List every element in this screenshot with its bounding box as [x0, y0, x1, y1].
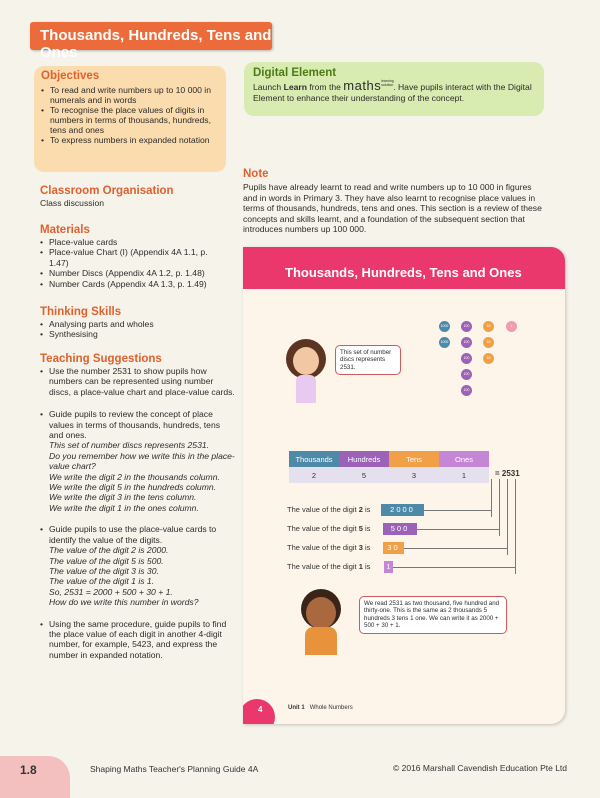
header-hundreds: Hundreds [339, 451, 389, 467]
teaching-dialogue: This set of number discs represents 2531. [49, 440, 210, 451]
value-row [287, 562, 370, 571]
value-digit: 5 [358, 524, 363, 533]
connector-line [404, 548, 507, 549]
ten-disc: 10 [483, 321, 494, 332]
note-text: Pupils have already learnt to read and write numbers up to 10 000 in figures and in words in Primary 3. They have also learnt to recognise place values in terms of thousands, hundreds, tens and ones. This section is a review of these concepts and skills learnt, and a foundation of the subsequent section that introduces numbers up 100 000. [243, 182, 542, 235]
value-text: is [362, 524, 371, 533]
digital-text [253, 79, 535, 103]
ten-disc: 10 [483, 337, 494, 348]
textbook-title: Thousands, Hundreds, Tens and Ones [285, 265, 522, 280]
teaching-dialogue: We write the digit 1 in the ones column. [49, 502, 199, 513]
materials-heading: Materials [40, 224, 90, 236]
materials-item: • Number Discs (Appendix 4A 1.2, p. 1.48) [40, 268, 210, 278]
unit-name: Whole Numbers [309, 705, 353, 711]
speech-bubble: We read 2531 as two thousand, five hundred and thirty-one. This is the same as 2 thousands 5 hundreds 3 tens 1 one. We can write it as 2000 + 500 + 30 + 1. [359, 596, 507, 634]
textbook-page-number: 4 [243, 699, 275, 724]
teaching-dialogue: We write the digit 3 in the tens column. [49, 492, 197, 503]
teaching-dialogue: The value of the digit 2 is 2000. [49, 545, 169, 556]
header-ones: Ones [439, 451, 489, 467]
learn-link[interactable]: Learn [283, 82, 307, 93]
maths-logo-sub: learning solution [381, 79, 394, 88]
teaching-dialogue: How do we write this number in words? [49, 597, 199, 608]
boy-avatar [306, 597, 336, 629]
place-value-card: 500 [383, 523, 417, 535]
teaching-step [40, 366, 236, 397]
value-digit: 2 [358, 505, 363, 514]
classroom-heading: Classroom Organisation [40, 185, 174, 197]
equals-number: = 2531 [495, 469, 520, 478]
teaching-step [40, 524, 236, 607]
hundred-disc: 100 [461, 369, 472, 380]
digit-ones: 1 [439, 467, 489, 483]
digital-text-pre: Launch [253, 82, 284, 93]
value-text: The value of the digit [287, 505, 359, 514]
materials-item: • Place-value Chart (I) (Appendix 4A 1.1, p. 1.47) [40, 247, 210, 268]
place-value-card: 1 [384, 561, 393, 573]
hundred-disc: 100 [461, 385, 472, 396]
teaching-step [40, 619, 236, 661]
connector-line [424, 510, 491, 511]
value-digit: 3 [358, 543, 363, 552]
hundred-disc: 100 [461, 353, 472, 364]
teaching-step-text: Using the same procedure, guide pupils to find the place value of each digit in another 4-digit number, for example, 5423, and express the number in expanded notation. [49, 618, 227, 660]
teaching-step-text: Use the number 2531 to show pupils how numbers can be represented using number discs, a place-value chart and place-value cards. [49, 366, 235, 397]
place-value-card: 2000 [381, 504, 424, 516]
digital-heading: Digital Element [253, 67, 337, 79]
value-text: The value of the digit [287, 562, 359, 571]
connector-line [499, 479, 500, 536]
note-heading: Note [243, 168, 269, 180]
teaching-dialogue: So, 2531 = 2000 + 500 + 30 + 1. [49, 586, 173, 597]
textbook-page [243, 247, 565, 724]
hundred-disc: 100 [461, 337, 472, 348]
materials-section [40, 224, 240, 289]
hundred-disc: 100 [461, 321, 472, 332]
objectives-box [34, 66, 226, 172]
digit-tens: 3 [389, 467, 439, 483]
value-row [287, 524, 370, 533]
value-text: is [362, 562, 371, 571]
thinking-item: • Analysing parts and wholes [40, 319, 240, 329]
classroom-section [40, 185, 240, 208]
thinking-section [40, 306, 240, 340]
digit-thousands: 2 [289, 467, 339, 483]
place-value-card: 30 [383, 542, 404, 554]
boy-body [305, 627, 337, 655]
teaching-dialogue: We write the digit 2 in the thousands column. [49, 471, 220, 482]
header-thousands: Thousands [289, 451, 339, 467]
girl-body [296, 375, 316, 403]
digit-hundreds: 5 [339, 467, 389, 483]
value-digit: 1 [358, 562, 363, 571]
teaching-dialogue: The value of the digit 3 is 30. [49, 565, 159, 576]
thinking-heading: Thinking Skills [40, 306, 122, 318]
unit-label: Unit 1 [288, 705, 305, 711]
connector-line [393, 567, 515, 568]
digital-text-post: . Have pupils interact with the Digital Element to enhance their understanding of the concept. [253, 82, 532, 103]
one-disc: 1 [506, 321, 517, 332]
value-text: The value of the digit [287, 543, 359, 552]
connector-line [515, 479, 516, 574]
objective-item: • To read and write numbers up to 10 000 in numerals and in words [41, 85, 218, 105]
materials-item: • Number Cards (Appendix 4A 1.3, p. 1.49) [40, 279, 210, 289]
value-text: is [362, 505, 371, 514]
maths-logo: maths [343, 78, 382, 94]
value-text: is [362, 543, 371, 552]
teaching-step [40, 409, 236, 513]
ten-disc: 10 [483, 353, 494, 364]
thousand-disc: 1000 [439, 321, 450, 332]
value-row [287, 543, 370, 552]
place-value-chart [289, 451, 489, 483]
book-title: Shaping Maths Teacher's Planning Guide 4A [90, 764, 259, 774]
objective-item: • To express numbers in expanded notation [41, 135, 218, 145]
value-row [287, 505, 370, 514]
objectives-heading: Objectives [41, 70, 100, 82]
copyright: © 2016 Marshall Cavendish Education Pte Ltd [393, 763, 568, 773]
teaching-dialogue: The value of the digit 1 is 1. [49, 576, 155, 587]
thousand-disc: 1000 [439, 337, 450, 348]
connector-line [491, 479, 492, 517]
teaching-step-text: Guide pupils to use the place-value cards to identify the value of the digits. [49, 524, 217, 545]
thinking-item: • Synthesising [40, 329, 240, 339]
teaching-heading: Teaching Suggestions [40, 353, 162, 365]
girl-avatar [293, 347, 319, 375]
page-number: 1.8 [20, 763, 37, 777]
page-title: Thousands, Hundreds, Tens and Ones [30, 22, 272, 50]
materials-item: • Place-value cards [40, 237, 210, 247]
page-footer [0, 756, 600, 798]
connector-line [417, 529, 499, 530]
digital-text-mid: from the [307, 82, 344, 93]
digital-element-box [244, 62, 544, 116]
note-section [243, 168, 545, 235]
value-text: The value of the digit [287, 524, 359, 533]
teaching-dialogue: We write the digit 5 in the hundreds column. [49, 482, 217, 493]
connector-line [507, 479, 508, 555]
speech-bubble: This set of number discs represents 2531. [335, 345, 401, 375]
teaching-section [40, 353, 236, 660]
teaching-dialogue: The value of the digit 5 is 500. [49, 555, 164, 566]
teaching-step-text: Guide pupils to review the concept of place values in terms of thousands, hundreds, tens and ones. [49, 409, 221, 441]
header-tens: Tens [389, 451, 439, 467]
objective-item: • To recognise the place values of digits in numbers in terms of thousands, hundreds, tens and ones [41, 105, 218, 135]
classroom-text: Class discussion [40, 198, 104, 208]
teaching-dialogue: Do you remember how we write this in the place-value chart? [49, 450, 235, 472]
textbook-footer [288, 705, 353, 711]
